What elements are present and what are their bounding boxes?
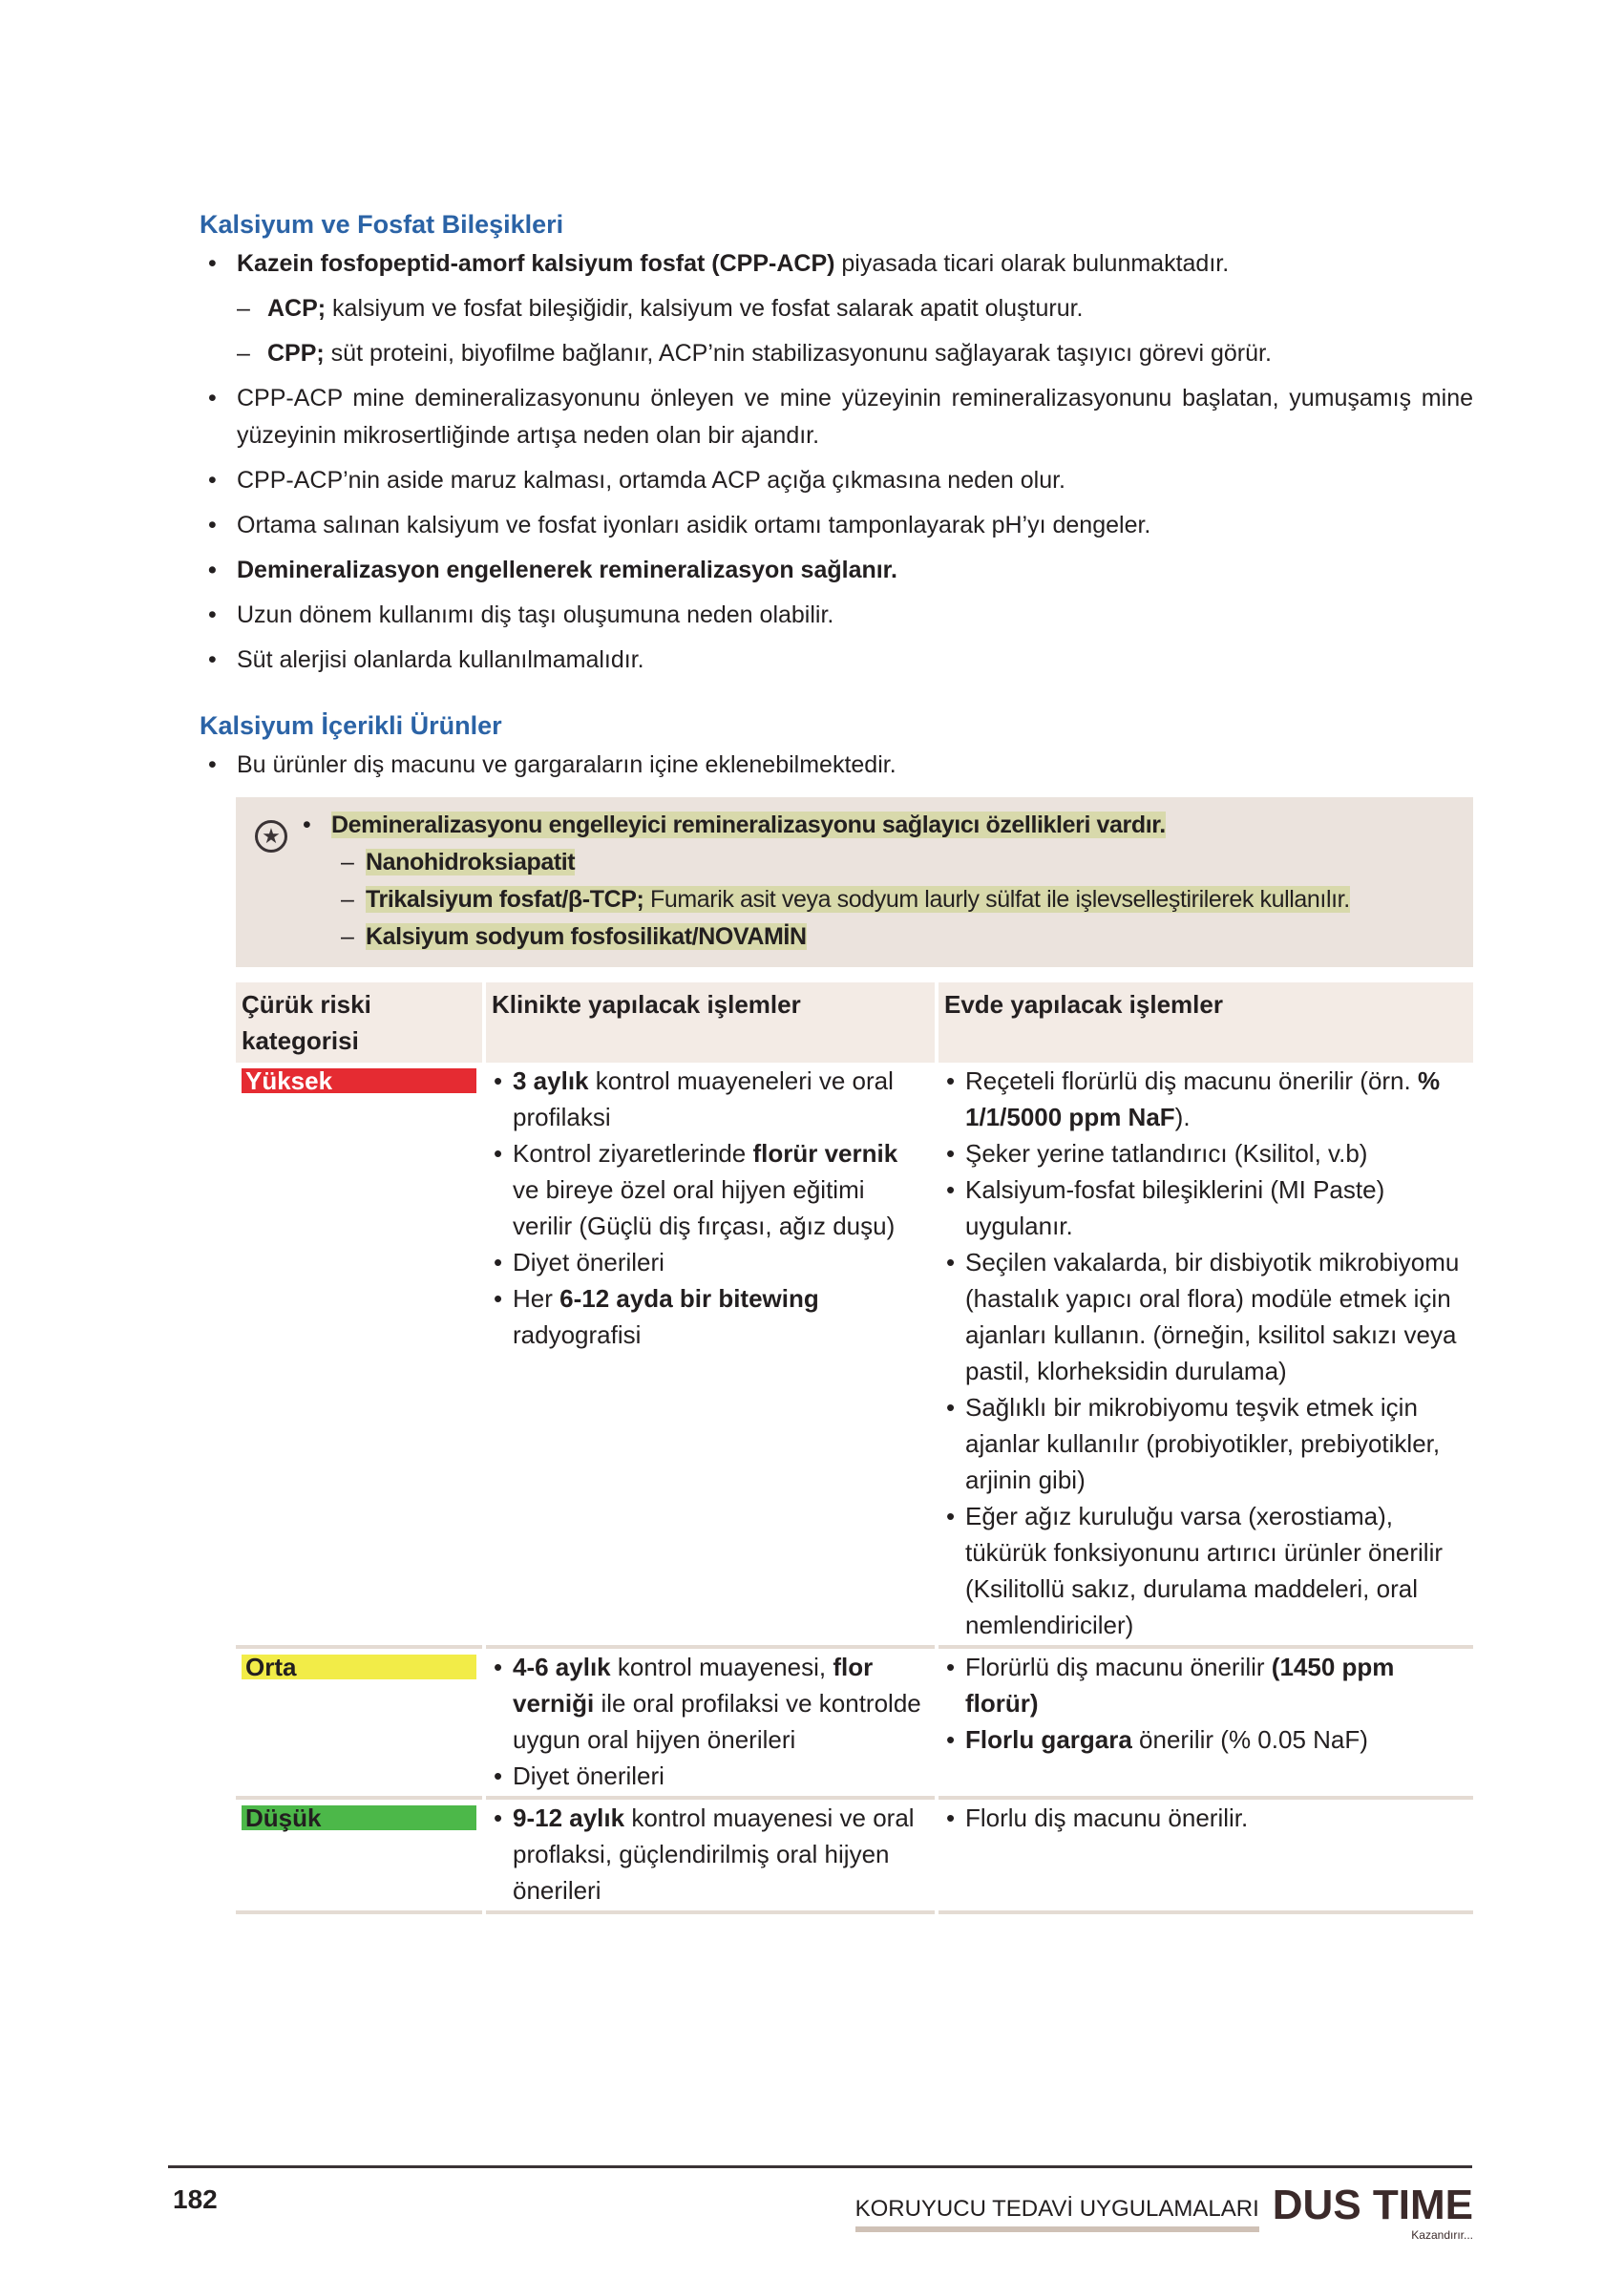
list-item: • Diyet önerileri	[492, 1244, 929, 1280]
footer-right	[855, 2183, 1473, 2242]
bold-text: Trikalsiyum fosfat/β-TCP;	[366, 886, 644, 913]
calcium-products-list	[204, 747, 1473, 784]
page-number: 182	[173, 2184, 218, 2214]
header-clinic: Klinikte yapılacak işlemler	[486, 982, 935, 1063]
list-item: • Bu ürünler diş macunu ve gargaraların içine eklenebilmektedir.	[204, 747, 1473, 784]
clinic-cell	[486, 1800, 935, 1914]
list-item: • 3 aylık kontrol muayeneleri ve oral profilaksi	[492, 1063, 929, 1135]
list-item: • Her 6-12 ayda bir bitewing radyografisi	[492, 1280, 929, 1353]
text: kalsiyum ve fosfat bileşiğidir, kalsiyum ve fosfat salarak apatit oluşturur.	[326, 295, 1084, 322]
risk-badge-high: Yüksek	[242, 1068, 476, 1093]
list-item: • Demineralizasyon engellenerek remineralizasyon sağlanır.	[204, 552, 1473, 589]
section-title-calcium-products: Kalsiyum İçerikli Ürünler	[200, 711, 502, 740]
table-row	[236, 1063, 1473, 1649]
list-item: • Kalsiyum-fosfat bileşiklerini (MI Paste) uygulanır.	[944, 1171, 1467, 1244]
page-content	[200, 210, 1473, 1914]
section-title-calcium-phosphate: Kalsiyum ve Fosfat Bileşikleri	[200, 210, 564, 239]
list-item: • Diyet önerileri	[492, 1758, 929, 1794]
footer-title: KORUYUCU TEDAVİ UYGULAMALARI	[855, 2196, 1259, 2232]
text: süt proteini, biyofilme bağlanır, ACP’nin stabilizasyonunu sağlayarak taşıyıcı görevi görür.	[324, 340, 1272, 367]
list-item: • 4-6 aylık kontrol muayenesi, flor verniği ile oral profilaksi ve kontrolde uygun oral hijyen önerileri	[492, 1649, 929, 1758]
note-box	[236, 797, 1473, 967]
risk-badge-medium: Orta	[242, 1655, 476, 1679]
sub-item	[204, 290, 1473, 327]
highlighted-text: Demineralizasyonu engelleyici remineralizasyonu sağlayıcı özellikleri vardır.	[331, 812, 1166, 838]
list-item: • Uzun dönem kullanımı diş taşı oluşumuna neden olabilir.	[204, 597, 1473, 634]
list-item: • Ortama salınan kalsiyum ve fosfat iyonları asidik ortamı tamponlayarak pH’yı dengeler.	[204, 507, 1473, 544]
footer-divider	[168, 2165, 1472, 2168]
clinic-cell	[486, 1063, 935, 1649]
risk-cell	[236, 1063, 482, 1649]
list-item: • Şeker yerine tatlandırıcı (Ksilitol, v.b)	[944, 1135, 1467, 1171]
risk-badge-low: Düşük	[242, 1805, 476, 1830]
risk-cell	[236, 1800, 482, 1914]
table-header-row	[236, 982, 1473, 1063]
list-item: • Eğer ağız kuruluğu varsa (xerostiama), tükürük fonksiyonunu artırıcı ürünler önerilir (Ksilitollü sakız, durulama maddeleri, oral nemlendiriciler)	[944, 1498, 1467, 1643]
list-item: • Seçilen vakalarda, bir disbiyotik mikrobiyomu (hastalık yapıcı oral flora) modüle etmek için ajanları kullanın. (örneğin, ksilitol sakızı veya pastil, klorheksidin durulama)	[944, 1244, 1467, 1389]
list-item: • Kontrol ziyaretlerinde florür vernik ve bireye özel oral hijyen eğitimi verilir (Güçlü diş fırçası, ağız duşu)	[492, 1135, 929, 1244]
home-cell	[939, 1800, 1473, 1914]
list-item: • CPP-ACP mine demineralizasyonunu önleyen ve mine yüzeyinin remineralizasyonunu başlatan, yumuşamış mine yüzeyinin mikrosertliğinde artışa neden olan bir ajandır.	[204, 380, 1473, 454]
list-item: • Florürlü diş macunu önerilir (1450 ppm florür)	[944, 1649, 1467, 1721]
home-cell	[939, 1649, 1473, 1800]
header-home: Evde yapılacak işlemler	[939, 982, 1473, 1063]
table-row	[236, 1800, 1473, 1914]
list-item: • Florlu diş macunu önerilir.	[944, 1800, 1467, 1836]
sub-item	[204, 335, 1473, 372]
dustime-logo	[1273, 2183, 1473, 2242]
text: piyasada ticari olarak bulunmaktadır.	[834, 250, 1230, 277]
note-sub	[303, 918, 1464, 956]
list-item: • CPP-ACP’nin aside maruz kalması, ortamda ACP açığa çıkmasına neden olur.	[204, 462, 1473, 499]
calcium-phosphate-list	[204, 245, 1473, 679]
list-item: • 9-12 aylık kontrol muayenesi ve oral proflaksi, güçlendirilmiş oral hijyen önerileri	[492, 1800, 929, 1909]
list-item: • Reçeteli florürlü diş macunu önerilir (örn. % 1/1/5000 ppm NaF).	[944, 1063, 1467, 1135]
star-icon: ★	[255, 820, 287, 853]
home-cell	[939, 1063, 1473, 1649]
table-row	[236, 1649, 1473, 1800]
bold-text: CPP;	[267, 340, 325, 367]
list-item: • Süt alerjisi olanlarda kullanılmamalıdır.	[204, 642, 1473, 679]
highlighted-text: Kalsiyum sodyum fosfosilikat/NOVAMİN	[366, 923, 807, 950]
note-sub	[303, 881, 1464, 918]
note-sub	[303, 844, 1464, 881]
clinic-cell	[486, 1649, 935, 1800]
highlighted-text: Nanohidroksiapatit	[366, 849, 576, 875]
bold-text: ACP;	[267, 295, 327, 322]
list-item: • Sağlıklı bir mikrobiyomu teşvik etmek için ajanlar kullanılır (probiyotikler, prebiyotikler, arjinin gibi)	[944, 1389, 1467, 1498]
bold-text: Kazein fosfopeptid-amorf kalsiyum fosfat (CPP-ACP)	[237, 250, 835, 277]
caries-risk-table	[232, 982, 1477, 1914]
risk-cell	[236, 1649, 482, 1800]
list-item	[204, 245, 1473, 283]
logo-tagline: Kazandırır...	[1411, 2228, 1473, 2242]
header-risk: Çürük riski kategorisi	[236, 982, 482, 1063]
note-main	[303, 807, 1464, 844]
text: Fumarik asit veya sodyum laurly sülfat ile işlevselleştirilerek kullanılır.	[643, 886, 1350, 913]
logo-text: DUS TIME	[1272, 2182, 1473, 2228]
list-item: • Florlu gargara önerilir (% 0.05 NaF)	[944, 1721, 1467, 1758]
